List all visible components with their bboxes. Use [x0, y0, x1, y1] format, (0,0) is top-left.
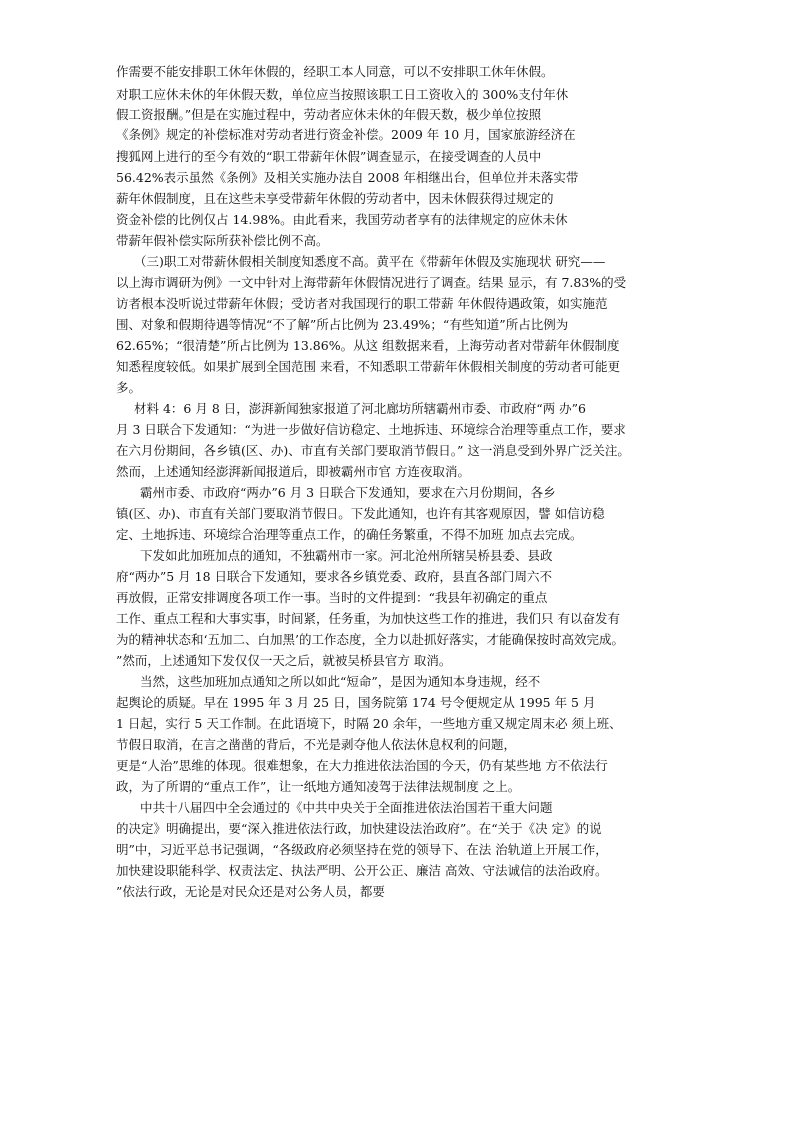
text-line: 为的精神状态和‘五加二、白加黑’的工作态度，全力以赴抓好落实，才能确保按时高效完成。: [116, 632, 624, 647]
text-line: 然而，上述通知经澎湃新闻报道后，即被霸州市官 方连夜取消。: [116, 464, 470, 479]
text-line: 加快建设职能科学、权责法定、执法严明、公开公正、廉洁 高效、守法诚信的法治政府。: [116, 863, 608, 878]
text-line: 56.42%表示虽然《条例》及相关实施办法自 2008 年相继出台，但单位并未落实带: [116, 170, 579, 185]
text-line: 镇(区、办)、市直有关部门要取消节假日。下发此通知，也许有其客观原因，譬 如信访稳: [116, 506, 605, 521]
text-line: 更是“人治”思维的体现。很难想象，在大力推进依法治国的今天，仍有某些地 方不依法行: [116, 758, 608, 773]
text-line: ”依法行政，无论是对民众还是对公务人员，都要: [116, 884, 385, 899]
text-line: 知悉程度较低。如果扩展到全国范围 来看，不知悉职工带薪年休假相关制度的劳动者可能更: [116, 359, 620, 374]
text-line: 月 3 日联合下发通知：“为进一步做好信访稳定、土地拆违、环境综合治理等重点工作，要求: [116, 422, 626, 437]
text-line: 围、对象和假期待遇等情况“不了解”所占比例为 23.49%；“有些知道”所占比例为: [116, 317, 569, 332]
text-line: 下发如此加班加点的通知，不独霸州市一家。河北沧州所辖吴桥县委、县政: [140, 548, 553, 563]
text-line: 访者根本没听说过带薪年休假；受访者对我国现行的职工带薪 年休假待遇政策，如实施范: [116, 296, 608, 311]
text-line: 多。: [116, 380, 142, 395]
text-line: 假工资报酬。”但是在实施过程中，劳动者应休未休的年假天数，极少单位按照: [116, 107, 542, 122]
text-line: 的决定》明确提出，要“深入推进依法行政，加快建设法治政府”。在“关于《决 定》的说: [116, 821, 602, 836]
text-line: 1 日起，实行 5 天工作制。在此语境下，时隔 20 余年，一些地方重又规定周末必 须上班、: [116, 716, 622, 731]
text-line: 定、土地拆违、环境综合治理等重点工作，的确任务繁重，不得不加班 加点去完成。: [116, 527, 583, 542]
text-line: 薪年休假制度，且在这些未享受带薪年休假的劳动者中，因未休假获得过规定的: [116, 191, 554, 206]
text-line: 带薪年假补偿实际所获补偿比例不高。: [116, 233, 329, 248]
text-line: 搜狐网上进行的至今有效的“职工带薪年休假”调查显示，在接受调查的人员中: [116, 149, 542, 164]
text-line: 起舆论的质疑。早在 1995 年 3 月 25 日，国务院第 174 号令便规定从 1995 年 5 月: [116, 695, 596, 710]
text-line: 节假日取消，在言之凿凿的背后，不光是剥夺他人依法休息权利的问题，: [116, 737, 517, 752]
text-line: 材料 4：6 月 8 日，澎湃新闻独家报道了河北廊坊所辖霸州市委、市政府“两 办”6: [134, 401, 586, 416]
text-line: 资金补偿的比例仅占 14.98%。由此看来，我国劳动者享有的法律规定的应休未休: [116, 212, 568, 227]
text-line: 政，为了所谓的“重点工作”，让一纸地方通知凌驾于法律法规制度 之上。: [116, 779, 521, 794]
section-heading-line: （三)职工对带薪休假相关制度知悉度不高。黄平在《带薪年休假及实施现状 研究——: [134, 254, 606, 269]
text-line: 工作、重点工程和大事实事，时间紧，任务重，为加快这些工作的推进，我们只 有以奋发有: [116, 611, 620, 626]
text-line: 62.65%；“很清楚”所占比例为 13.86%。从这 组数据来看，上海劳动者对带薪年休假制度: [116, 338, 620, 353]
text-line: 作需要不能安排职工休年休假的，经职工本人同意，可以不安排职工休年休假。: [116, 64, 554, 79]
text-line: 当然，这些加班加点通知之所以如此“短命”，是因为通知本身违规，经不: [140, 674, 541, 689]
text-line: ”然而，上述通知下发仅仅一天之后，就被吴桥县官方 取消。: [116, 653, 452, 668]
text-line: 《条例》规定的补偿标准对劳动者进行资金补偿。2009 年 10 月，国家旅游经济在: [116, 127, 576, 142]
text-line: 中共十八届四中全会通过的《中共中央关于全面推进依法治国若干重大问题: [140, 800, 553, 815]
text-line: 府“两办”5 月 18 日联合下发通知，要求各乡镇党委、政府，县直各部门周六不: [116, 569, 553, 584]
text-line: 在六月份期间，各乡镇(区、办)、市直有关部门要取消节假日。” 这一消息受到外界广泛关注。: [116, 443, 630, 458]
text-line: 以上海市调研为例》一文中针对上海带薪年休假情况进行了调查。结果 显示，有 7.83%的受: [116, 275, 627, 290]
text-line: 明”中，习近平总书记强调，“各级政府必须坚持在党的领导下、在法 治轨道上开展工作，: [116, 842, 608, 857]
text-line: 霸州市委、市政府“两办”6 月 3 日联合下发通知，要求在六月份期间，各乡: [140, 485, 556, 500]
text-line: 再放假，正常安排调度各项工作一事。当时的文件提到：“我县年初确定的重点: [116, 590, 548, 605]
text-line: 对职工应休未休的年休假天数，单位应当按照该职工日工资收入的 300%支付年休: [116, 87, 569, 102]
